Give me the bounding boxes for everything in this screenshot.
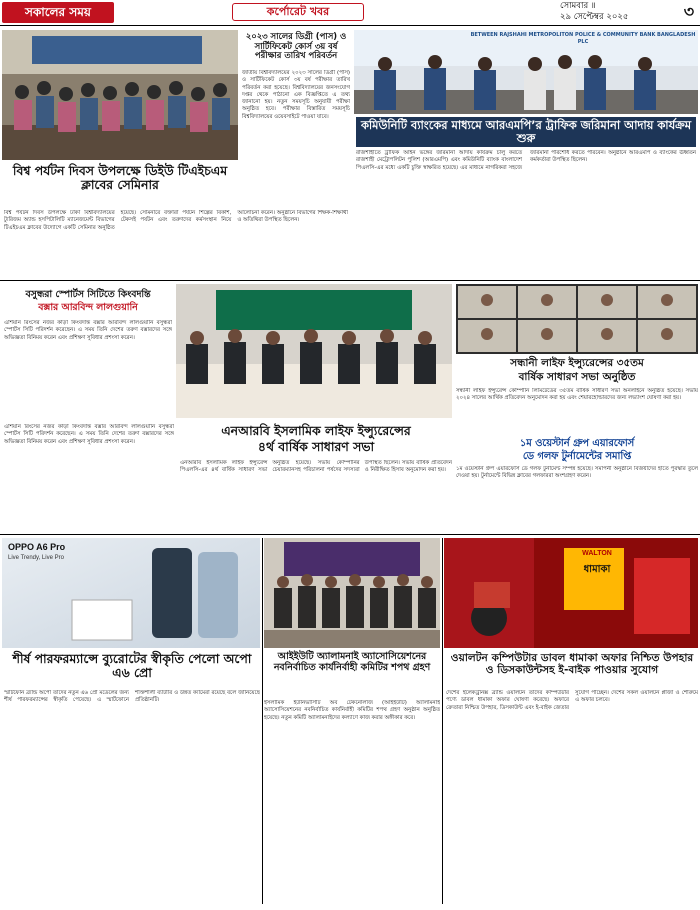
sandhani-headline-top: সন্ধানী লাইফ ইন্স্যুরেন্সের ৩৫তম: [510, 357, 644, 369]
walton-brand: WALTON: [582, 550, 612, 557]
sandhani-body: সন্ধানী লাইফ ইন্স্যুরেন্স কোম্পানি লিমিটেডের ৩৫তম বার্ষিক সাধারণ সভা অনলাইনে অনুষ্ঠিত হয়েছে। সভায় ২০২৪ সালের আর্থিক প্রতিবেদন অনুমোদন করা হয় এবং শেয়ারহোল্ডারদের জন্য লভ্যাংশ ঘোষণা করা হয়।: [456, 388, 698, 402]
sports-event-photo: [176, 284, 452, 418]
date-label: ২৯ সেপ্টেম্বর ২০২৫: [560, 12, 629, 22]
seminar-body: বিশ্ব পর্যটন দিবস উপলক্ষে ঢাকা বিশ্ববিদ্যালয়ের ট্যুরিজম অ্যান্ড হসপিটালিটি ম্যানেজমেন্ট বিভাগের টিএইচএম ক্লাবের উদ্যোগে একটি সেমিনার অনুষ্ঠিত হয়েছে। সেমিনারে বক্তারা পর্যটন শিল্পের বিকাশ, টেকসই পর্যটন এবং তরুণদের কর্মসংস্থান নিয়ে আলোচনা করেন। অনুষ্ঠানে বিভাগের শিক্ষক-শিক্ষার্থী ও অতিথিরা উপস্থিত ছিলেন।: [4, 210, 348, 231]
page-number: ৩: [683, 2, 695, 21]
date-block: [560, 1, 678, 24]
sports-headline-top: বসুন্ধরা স্পোর্টস সিটিতে কিংবদন্তি: [25, 289, 151, 300]
day-label: সোমবার ॥: [560, 1, 596, 11]
police-bank-body: রাজশাহীতে ট্রাফিক আইন ভঙ্গের জরিমানা আদায় কার্যক্রম চালু করতে রাজশাহী মেট্রোপলিটন পুলিশ (আরএমপি) এবং কমিউনিটি ব্যাংক বাংলাদেশ পিএলসি-এর মধ্যে একটি চুক্তি স্বাক্ষরিত হয়েছে। এর মাধ্যমে নাগরিকরা সহজে জরিমানা পরিশোধ করতে পারবেন। অনুষ্ঠানে আরএমপি ও ব্যাংকের ঊর্ধ্বতন কর্মকর্তারা উপস্থিত ছিলেন।: [356, 150, 696, 171]
exam-date-headline: ২০২৩ সালের ডিগ্রী (পাস) ও সার্টিফিকেট কোর্স ৩য় বর্ষ পরীক্ষার তারিখ পরিবর্তন: [245, 31, 347, 61]
seminar-headline: বিশ্ব পর্যটন দিবস উপলক্ষে ডিইউ টিএইচএম ক্লাবের সেমিনার: [12, 163, 228, 193]
nrb-headline-top: এনআরবি ইসলামিক লাইফ ইন্স্যুরেন্সের: [221, 423, 411, 438]
police-bank-headline: কমিউনিটি ব্যাংকের মাধ্যমে আরএমপি’র ট্রাফিক জরিমানা আদায় কার্যক্রম শুরু: [356, 117, 696, 147]
exam-date-body: জাতীয় বিশ্ববিদ্যালয়ের ২০২৩ সালের ডিগ্রী (পাস) ও সার্টিফিকেট কোর্স ৩য় বর্ষ পরীক্ষার তারিখ পরিবর্তন করা হয়েছে। বিশ্ববিদ্যালয়ের জনসংযোগ দপ্তর থেকে পাঠানো এক বিজ্ঞপ্তিতে এ তথ্য জানানো হয়। নতুন সময়সূচি অনুযায়ী পরীক্ষা অনুষ্ঠিত হবে। পরীক্ষার বিস্তারিত সময়সূচি বিশ্ববিদ্যালয়ের ওয়েবসাইটে পাওয়া যাবে।: [242, 70, 350, 120]
oppo-headline: শীর্ষ পারফরম্যান্সে ব্যুরোটের স্বীকৃতি পেলো অপো এ৬ প্রো: [12, 651, 252, 681]
sandhani-headline-sub: বার্ষিক সাধারণ সভা অনুষ্ঠিত: [518, 371, 636, 383]
nrb-body: এনআরবি ইসলামিক লাইফ ইন্স্যুরেন্স পিএলসি-এর ৪র্থ বার্ষিক সাধারণ সভা অনুষ্ঠিত হয়েছে। সভায় কোম্পানির চেয়ারম্যানসহ পরিচালনা পর্ষদের সদস্যরা উপস্থিত ছিলেন। সভায় বার্ষিক প্রতিবেদন ও নিরীক্ষিত হিসাব অনুমোদন করা হয়।: [180, 460, 452, 474]
oppo-body: স্মার্টফোন ব্র্যান্ড অপো তাদের নতুন এ৬ প্রো মডেলের জন্য শীর্ষ পারফরম্যান্সের স্বীকৃতি পেয়েছে। এ স্মার্টফোনে শক্তিশালী ব্যাটারি ও উন্নত ক্যামেরা রয়েছে বলে জানিয়েছে প্রতিষ্ঠানটি।: [4, 690, 260, 704]
golf-headline-sub: ডে গলফ টুর্নামেন্টের সমাপ্তি: [522, 451, 632, 462]
section-label: কর্পোরেট খবর: [232, 3, 364, 21]
iut-oath-photo: [264, 538, 440, 648]
golf-body: ১ম ওয়েস্টার্ন গ্রুপ এয়ারফোর্স ডে গলফ টুর্নামেন্ট সম্পন্ন হয়েছে। সমাপনী অনুষ্ঠানে বিজয়ীদের হাতে পুরস্কার তুলে দেওয়া হয়। টুর্নামেন্টে বিভিন্ন ক্লাবের গলফাররা অংশগ্রহণ করেন।: [456, 466, 698, 480]
page-header: [0, 0, 700, 26]
seminar-photo: [2, 30, 238, 160]
column-divider-right: [442, 538, 443, 904]
masthead-logo: সকালের সময়: [2, 2, 114, 23]
iut-headline: আইইউটি অ্যালামনাই অ্যাসোসিয়েশনের নবনির্বাচিত কার্যনির্বাহী কমিটির শপথ গ্রহণ: [273, 651, 431, 673]
nrb-headline-sub: ৪র্থ বার্ষিক সাধারণ সভা: [257, 439, 375, 454]
oppo-model: OPPO A6 Pro: [8, 542, 66, 552]
sandhani-meeting-photo: [456, 284, 698, 354]
sports-headline-sub: বক্সার আরবিন্দ লালগুয়ানি: [38, 302, 138, 313]
walton-headline: ওয়ালটন কম্পিউটার ডাবল ধামাকা অফার নিশ্চিত উপহার ও ডিসকাউন্টসহ ই-বাইক পাওয়ার সুযোগ: [450, 652, 694, 677]
oppo-tagline: Live Trendy, Live Pro: [8, 555, 64, 561]
golf-headline-top: ১ম ওয়েস্টার্ন গ্রুপ এয়ারফোর্স: [519, 438, 635, 449]
row-divider-2: [0, 534, 700, 535]
walton-body: দেশের ইলেকট্রনিক্স ব্র্যান্ড ওয়ালটন তাদের কম্পিউটার পণ্যে ডাবল ধামাকা অফার ঘোষণা করেছে। অফারে ক্রেতারা নিশ্চিত উপহার, ডিসকাউন্ট এবং ই-বাইক জেতার সুযোগ পাচ্ছেন। দেশের সকল ওয়ালটন প্লাজা ও শোরুমে এ অফার চলবে।: [446, 690, 698, 711]
iut-body: ইসলামিক ইউনিভার্সিটি অব টেকনোলজি (আইইউটি) অ্যালামনাই অ্যাসোসিয়েশনের নবনির্বাচিত কার্যনির্বাহী কমিটির শপথ গ্রহণ অনুষ্ঠান অনুষ্ঠিত হয়েছে। নতুন কমিটি অ্যালামনাইদের কল্যাণে কাজ করার অঙ্গীকার করে।: [264, 700, 440, 721]
sports-body-continued: এশিয়ান রিংসের নজর কাড়া কিংবদন্তি বক্সার আরবিন্দ লালগুয়ানি বসুন্ধরা স্পোর্টস সিটি পরিদর্শন করেছেন। এ সময় তিনি দেশের তরুণ বক্সারদের সঙ্গে অভিজ্ঞতা বিনিময় করেন এবং প্রশিক্ষণ সুবিধার প্রশংসা করেন।: [4, 424, 174, 445]
walton-offer: ধামাকা: [583, 564, 611, 575]
row-divider-1: [0, 280, 700, 281]
agreement-banner: BETWEEN RAJSHAHI METROPOLITON POLICE & COMMUNITY BANK BANGLADESH PLC: [470, 32, 696, 45]
column-divider-left: [262, 538, 263, 904]
sports-body: এশিয়ান রিংসের নজর কাড়া কিংবদন্তি বক্সার আরবিন্দ লালগুয়ানি বসুন্ধরা স্পোর্টস সিটি পরিদর্শন করেছেন। এ সময় তিনি দেশের তরুণ বক্সারদের সঙ্গে অভিজ্ঞতা বিনিময় করেন এবং প্রশিক্ষণ সুবিধার প্রশংসা করেন।: [4, 320, 172, 341]
